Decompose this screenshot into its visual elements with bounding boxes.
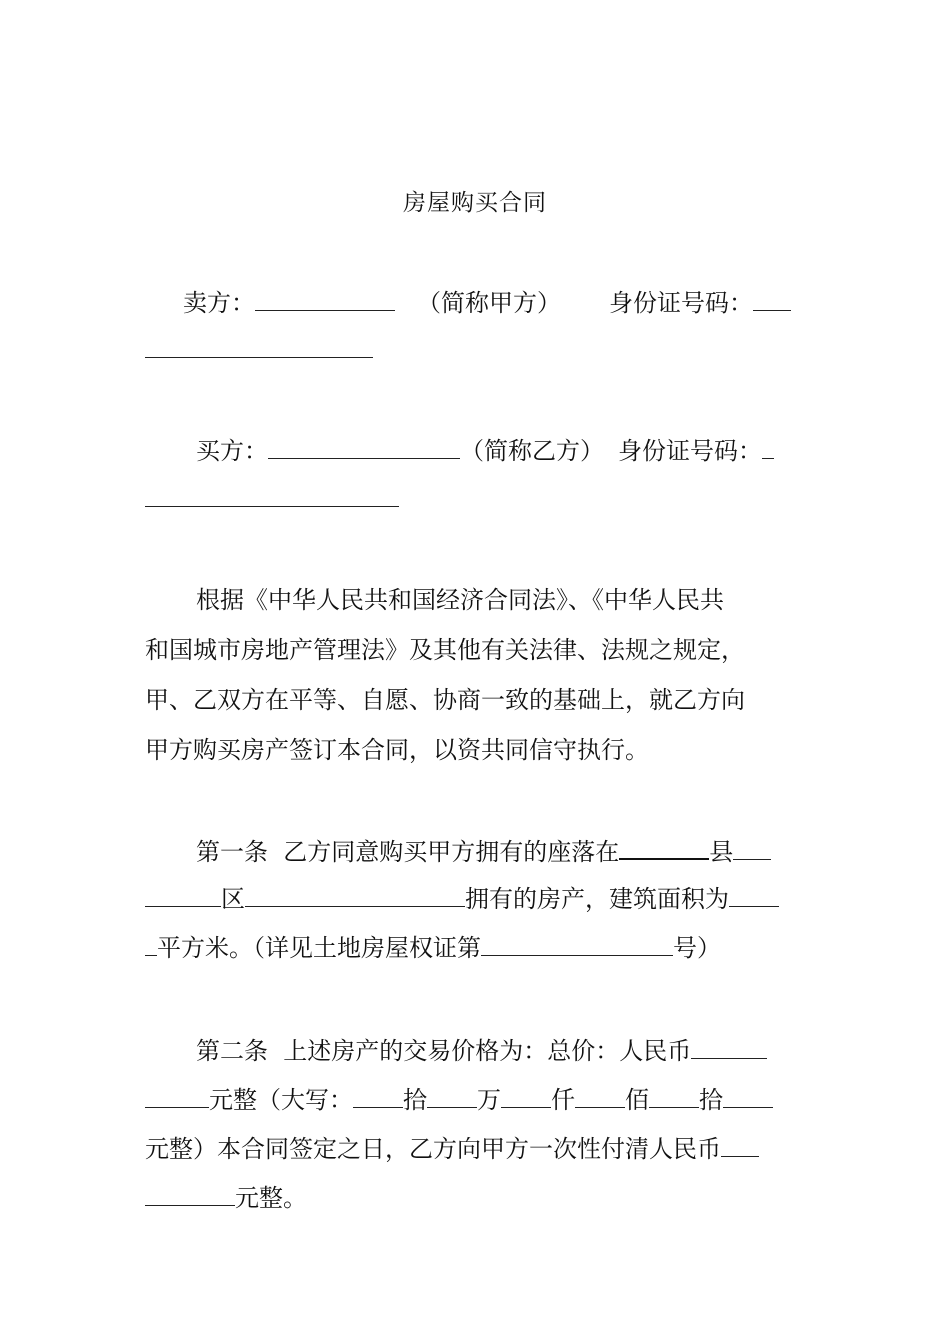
payment-blank-a bbox=[721, 1132, 759, 1157]
buyer-alias: （简称乙方） bbox=[460, 437, 604, 465]
article2-text-c: 元整）本合同签定之日，乙方向甲方一次性付清人民币 bbox=[145, 1135, 721, 1163]
digit-blank-3 bbox=[501, 1083, 551, 1108]
article2-line-1 bbox=[196, 1034, 767, 1067]
article1-county: 县 bbox=[709, 838, 734, 866]
area-blank-a bbox=[729, 882, 779, 907]
digit-blank-2 bbox=[427, 1083, 477, 1108]
digit-blank-6 bbox=[723, 1083, 773, 1108]
article1-text-c: 平方米。（详见土地房屋权证第 bbox=[157, 934, 481, 962]
article1-line-1 bbox=[196, 834, 771, 868]
digit-blank-4 bbox=[575, 1083, 625, 1108]
preamble-line-3: 甲、乙双方在平等、自愿、协商一致的基础上，就乙方向 bbox=[145, 686, 745, 714]
buyer-id-continuation bbox=[145, 482, 399, 515]
total-price-blank-b bbox=[145, 1083, 209, 1108]
buyer-label: 买方： bbox=[196, 437, 268, 465]
preamble-line-4: 甲方购买房产签订本合同，以资共同信守执行。 bbox=[145, 736, 649, 764]
unit-3: 仟 bbox=[551, 1086, 575, 1114]
article1-district: 区 bbox=[221, 885, 245, 913]
seller-id-label: 身份证号码： bbox=[609, 289, 753, 317]
article2-text-d: 元整。 bbox=[235, 1184, 307, 1212]
district-blank-a bbox=[733, 835, 771, 860]
seller-alias: （简称甲方） bbox=[417, 289, 561, 317]
article1-text-b: 拥有的房产，建筑面积为 bbox=[465, 885, 729, 913]
article2-text-b: 元整（大写： bbox=[209, 1086, 353, 1114]
total-price-blank-a bbox=[691, 1034, 767, 1059]
unit-5: 拾 bbox=[699, 1086, 723, 1114]
area-blank-b bbox=[145, 931, 157, 956]
document-title: 房屋购买合同 bbox=[403, 190, 547, 216]
article1-line-2 bbox=[145, 882, 779, 915]
seller-line bbox=[183, 286, 791, 319]
buyer-line bbox=[196, 434, 774, 467]
buyer-id-blank-a bbox=[762, 434, 774, 459]
seller-id-continuation bbox=[145, 333, 373, 366]
district-blank-b bbox=[145, 882, 221, 907]
seller-id-blank-a bbox=[753, 286, 791, 311]
digit-blank-5 bbox=[649, 1083, 699, 1108]
seller-name-blank bbox=[255, 286, 395, 311]
article1-text-d: 号） bbox=[673, 934, 721, 962]
preamble-line-2: 和国城市房地产管理法》及其他有关法律、法规之规定， bbox=[145, 636, 745, 664]
article1-line-3 bbox=[145, 931, 721, 964]
unit-1: 拾 bbox=[403, 1086, 427, 1114]
address-blank bbox=[245, 882, 465, 907]
county-blank bbox=[619, 834, 709, 860]
seller-label: 卖方： bbox=[183, 289, 255, 317]
preamble-line-1: 根据《中华人民共和国经济合同法》、《中华人民共 bbox=[196, 586, 724, 614]
unit-4: 佰 bbox=[625, 1086, 649, 1114]
unit-2: 万 bbox=[477, 1086, 501, 1114]
buyer-name-blank bbox=[268, 434, 460, 459]
buyer-id-blank-b bbox=[145, 482, 399, 507]
article2-line-4 bbox=[145, 1181, 307, 1214]
payment-blank-b bbox=[145, 1181, 235, 1206]
article1-text-a: 第一条 乙方同意购买甲方拥有的座落在 bbox=[196, 838, 620, 866]
digit-blank-1 bbox=[353, 1083, 403, 1108]
article2-line-2 bbox=[145, 1083, 773, 1116]
seller-id-blank-b bbox=[145, 333, 373, 358]
article2-line-3 bbox=[145, 1132, 759, 1165]
article2-text-a: 第二条 上述房产的交易价格为：总价：人民币 bbox=[196, 1037, 692, 1065]
certificate-blank bbox=[481, 931, 673, 956]
buyer-id-label: 身份证号码： bbox=[618, 437, 762, 465]
